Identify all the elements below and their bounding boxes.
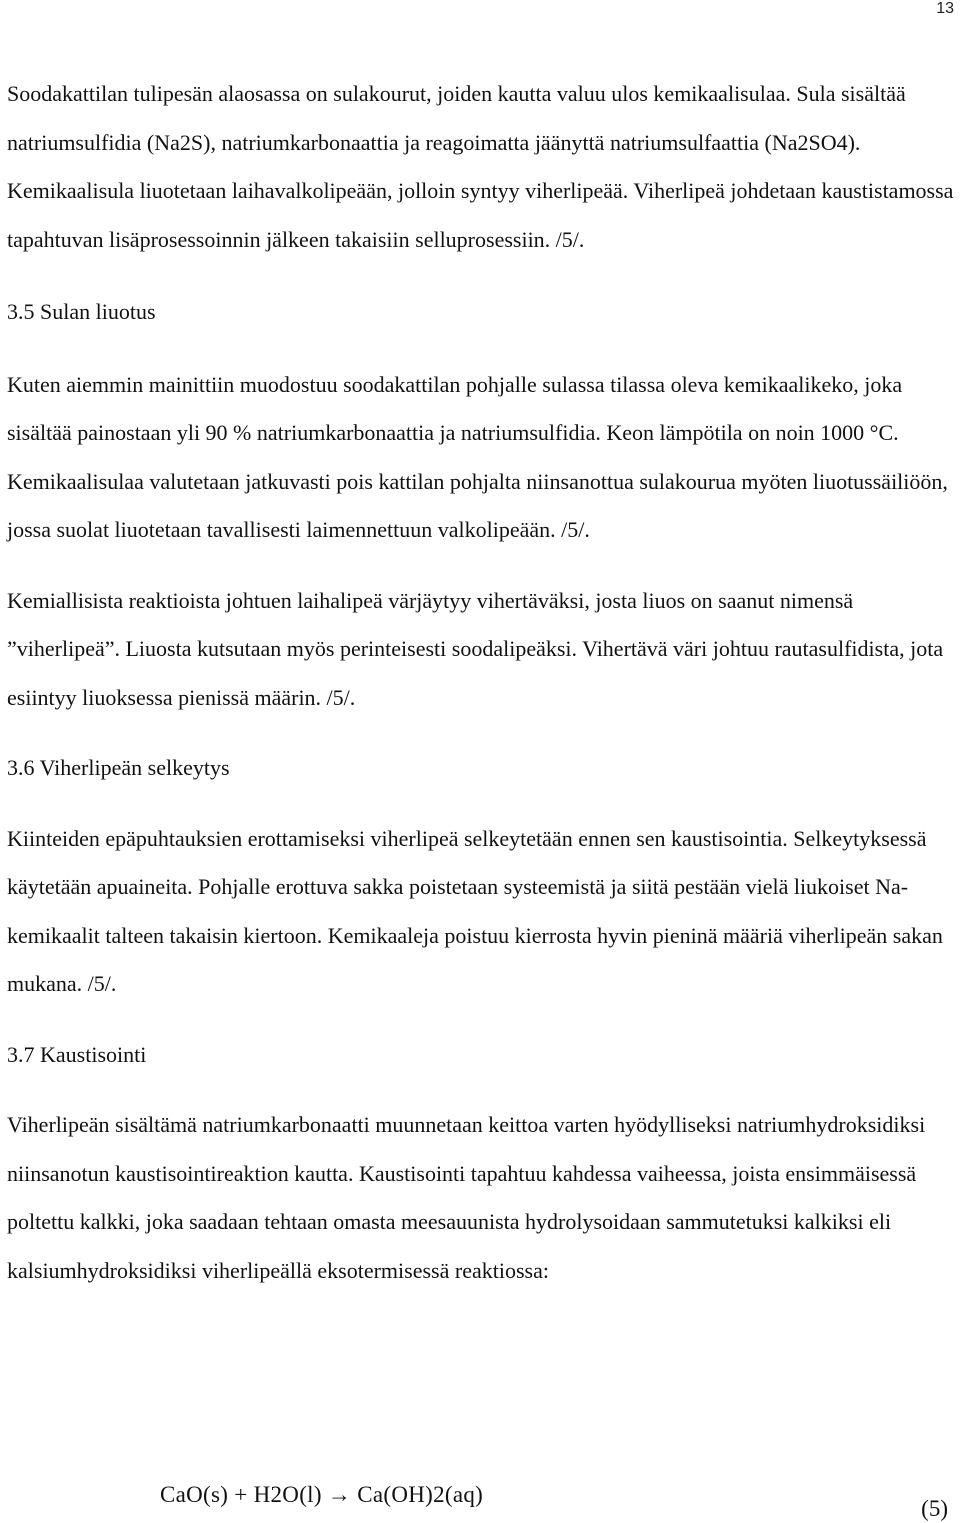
section-heading-3-7: 3.7 Kaustisointi [7,1041,147,1067]
chemical-equation: CaO(s) + H2O(l) → Ca(OH)2(aq) [160,1482,484,1507]
equation-row [0,1478,960,1523]
page-number: 13 [936,0,954,17]
paragraph-kaustisointi: Viherlipeän sisältämä natriumkarbonaatti muunnetaan keittoa varten hyödylliseksi natriumhydroksidiksi niinsanotun kaustisointireaktion kautta. Kaustisointi tapahtuu kahdessa vaiheessa, joista ensimmäisessä poltettu kalkki, joka saadaan tehtaan omasta meesauunista hydrolysoidaan sammutetuksi kalkiksi eli kalsiumhydroksidiksi viherlipeällä eksotermisessä reaktiossa: [7,1112,926,1283]
paragraph-sulan-liuotus: Kuten aiemmin mainittiin muodostuu soodakattilan pohjalle sulassa tilassa oleva kemikaalikeko, joka sisältää painostaan yli 90 % natriumkarbonaattia ja natriumsulfidia. Keon lämpötila on noin 1000 °C. Kemikaalisulaa valutetaan jatkuvasti pois kattilan pohjalta niinsanottua sulakourua myöten liuotussäiliöön, jossa suolat liuotetaan tavallisesti laimennettuun valkolipeään. /5/. [7,371,948,542]
section-heading-3-5: 3.5 Sulan liuotus [7,299,156,324]
section-heading-3-6: 3.6 Viherlipeän selkeytys [7,755,230,780]
paragraph-sulakourut: Soodakattilan tulipesän alaosassa on sulakourut, joiden kautta valuu ulos kemikaalisulaa. Sula sisältää natriumsulfidia (Na2S), natriumkarbonaattia ja reagoimatta jäänyttä natriumsulfaattia (Na2SO4). Kemikaalisula liuotetaan laihavalkolipeään, jolloin syntyy viherlipeää. Viherlipeä johdetaan kaustistamossa tapahtuvan lisäprosessoinnin jälkeen takaisiin selluprosessiin. /5/. [7,81,954,252]
document-body [7,70,957,1295]
paragraph-selkeytys: Kiinteiden epäpuhtauksien erottamiseksi viherlipeä selkeytetään ennen sen kaustisointia. Selkeytyksessä käytetään apuaineita. Pohjalle erottuva sakka poistetaan systeemistä ja siitä pestään vielä liukoiset Na-kemikaalit talteen takaisin kiertoon. Kemikaaleja poistuu kierrosta hyvin pieninä määriä viherlipeän sakan mukana. /5/. [7,825,943,996]
equation-number: (5) [921,1496,948,1521]
paragraph-viherlipea: Kemiallisista reaktioista johtuen laihalipeä värjäytyy vihertäväksi, josta liuos on saanut nimensä ”viherlipeä”. Liuosta kutsutaan myös perinteisesti soodalipeäksi. Vihertävä väri johtuu rautasulfidista, jota esiintyy liuoksessa pienissä määrin. /5/. [7,587,944,710]
